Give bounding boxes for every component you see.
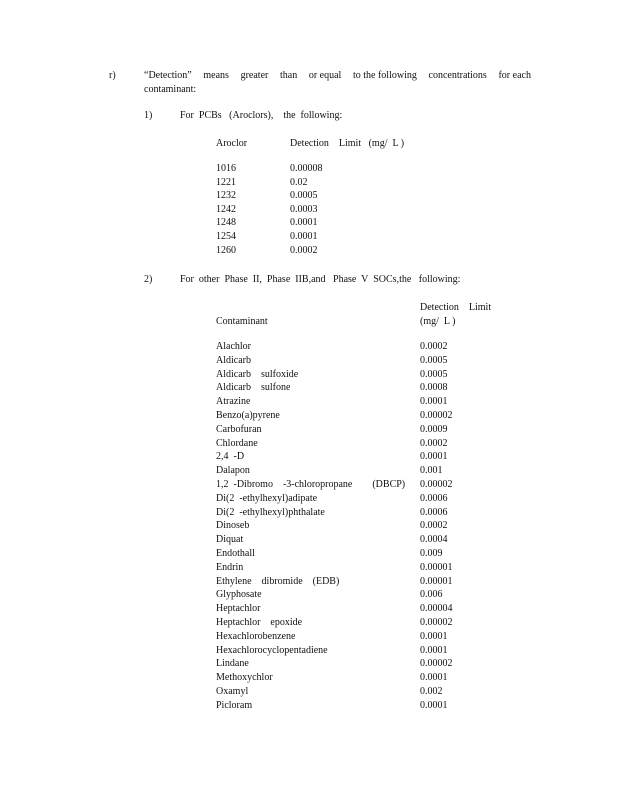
contaminant-row-name: Chlordane [216, 437, 258, 449]
paragraph-word: “Detection” [144, 70, 192, 81]
aroclor-row-name: 1254 [216, 231, 236, 242]
aroclor-row-name: 1232 [216, 190, 236, 202]
contaminant-row-limit: 0.001 [420, 465, 443, 477]
contaminant-row-limit: 0.0009 [420, 423, 448, 435]
contaminant-row-limit: 0.0001 [420, 699, 448, 711]
paragraph-word: means [203, 70, 229, 81]
contaminant-row-limit: 0.0001 [420, 644, 448, 656]
contaminant-row-name: Hexachlorocyclopentadiene [216, 644, 328, 656]
contaminant-row-name: Picloram [216, 699, 253, 711]
aroclor-row-limit: 0.0001 [290, 231, 318, 242]
contaminant-row-limit: 0.0001 [420, 630, 448, 642]
aroclor-row-name: 1221 [216, 176, 236, 188]
item-1-number: 1) [144, 110, 153, 121]
contaminant-row-name: Lindane [216, 658, 249, 670]
aroclor-limit-header: Detection Limit (mg/ L ) [290, 138, 405, 149]
contaminant-row-limit: 0.0006 [420, 492, 448, 504]
contaminant-row-limit: 0.009 [420, 548, 443, 559]
contaminant-row-name: 1,2 -Dibromo -3-chloropropane (DBCP) [216, 479, 406, 490]
paragraph-word: for each [498, 70, 531, 81]
contaminant-row-limit: 0.0001 [420, 451, 448, 463]
aroclor-header: Aroclor [216, 138, 248, 149]
contaminant-row-name: Diquat [216, 534, 244, 546]
paragraph-word: or equal [308, 70, 342, 81]
contaminant-row-name: Di(2 -ethylhexyl)phthalate [216, 506, 325, 518]
aroclor-row-limit: 0.0003 [290, 203, 318, 215]
aroclor-row-limit: 0.00008 [290, 163, 323, 174]
contaminant-row-limit: 0.0004 [420, 534, 448, 546]
contaminant-row-name: Endrin [216, 561, 244, 573]
aroclor-row-name: 1016 [216, 163, 236, 174]
contaminant-row-name: Alachlor [216, 341, 251, 352]
contaminant-row-limit: 0.0005 [420, 354, 448, 366]
contaminant-row-name: Glyphosate [216, 589, 262, 601]
item-2-text: For other Phase II, Phase IIB,and Phase V SOCs,the following: [180, 274, 461, 285]
contaminant-row-name: Dinoseb [216, 520, 250, 532]
aroclor-row-name: 1260 [216, 244, 236, 256]
aroclor-row-limit: 0.0002 [290, 244, 318, 256]
contaminant-row-name: Atrazine [216, 396, 251, 408]
contaminant-row-limit: 0.00002 [420, 410, 453, 421]
contaminant-row-name: Methoxychlor [216, 672, 273, 684]
contaminant-row-limit: 0.00002 [420, 479, 453, 490]
contaminant-row-limit: 0.0002 [420, 341, 448, 352]
aroclor-row-name: 1242 [216, 203, 236, 215]
contaminant-row-name: 2,4 -D [216, 451, 245, 463]
paragraph-line-2: contaminant: [144, 84, 197, 95]
paragraph-line-1 [144, 70, 531, 81]
contaminant-row-limit: 0.0001 [420, 672, 448, 684]
contaminant-header: Contaminant [216, 316, 268, 327]
contaminant-row-limit: 0.0008 [420, 382, 448, 394]
contaminant-row-limit: 0.0005 [420, 368, 448, 380]
contaminant-row-limit: 0.00001 [420, 561, 453, 573]
paragraph-word: to the following [352, 70, 417, 81]
contaminant-row-name: Heptachlor [216, 603, 261, 615]
aroclor-row-limit: 0.0005 [290, 190, 318, 202]
item-2-number: 2) [144, 274, 153, 285]
paragraph-word: greater [240, 70, 269, 81]
contaminant-limit-header-line-1: Detection Limit [420, 302, 492, 313]
contaminant-row-limit: 0.002 [420, 686, 443, 697]
contaminant-row-limit: 0.006 [420, 589, 443, 601]
aroclor-row-limit: 0.02 [290, 176, 308, 188]
contaminant-row-limit: 0.0006 [420, 506, 448, 518]
paragraph-word: than [279, 70, 298, 81]
contaminant-limit-header-line-2: (mg/ L ) [420, 316, 456, 327]
contaminant-row-name: Ethylene dibromide (EDB) [216, 575, 340, 587]
contaminant-row-name: Heptachlor epoxide [216, 617, 303, 628]
contaminant-row-name: Aldicarb sulfone [216, 382, 291, 394]
contaminant-row-limit: 0.0001 [420, 396, 448, 408]
contaminant-row-name: Aldicarb [216, 354, 251, 366]
contaminant-row-name: Benzo(a)pyrene [216, 410, 280, 421]
contaminant-row-limit: 0.00001 [420, 575, 453, 587]
contaminant-row-limit: 0.0002 [420, 437, 448, 449]
aroclor-row-limit: 0.0001 [290, 217, 318, 229]
contaminant-row-name: Dalapon [216, 465, 250, 477]
contaminant-row-limit: 0.0002 [420, 520, 448, 532]
item-1-text: For PCBs (Aroclors), the following: [180, 110, 343, 121]
contaminant-row-name: Oxamyl [216, 686, 249, 697]
contaminant-row-name: Carbofuran [216, 423, 262, 435]
contaminant-row-limit: 0.00004 [420, 603, 453, 615]
contaminant-row-name: Endothall [216, 548, 255, 559]
paragraph-label: r) [109, 70, 116, 81]
paragraph-word: concentrations [428, 70, 487, 81]
contaminant-row-name: Hexachlorobenzene [216, 630, 296, 642]
aroclor-row-name: 1248 [216, 217, 236, 229]
contaminant-row-name: Di(2 -ethylhexyl)adipate [216, 492, 318, 504]
contaminant-row-name: Aldicarb sulfoxide [216, 368, 299, 380]
contaminant-row-limit: 0.00002 [420, 617, 453, 628]
contaminant-row-limit: 0.00002 [420, 658, 453, 670]
